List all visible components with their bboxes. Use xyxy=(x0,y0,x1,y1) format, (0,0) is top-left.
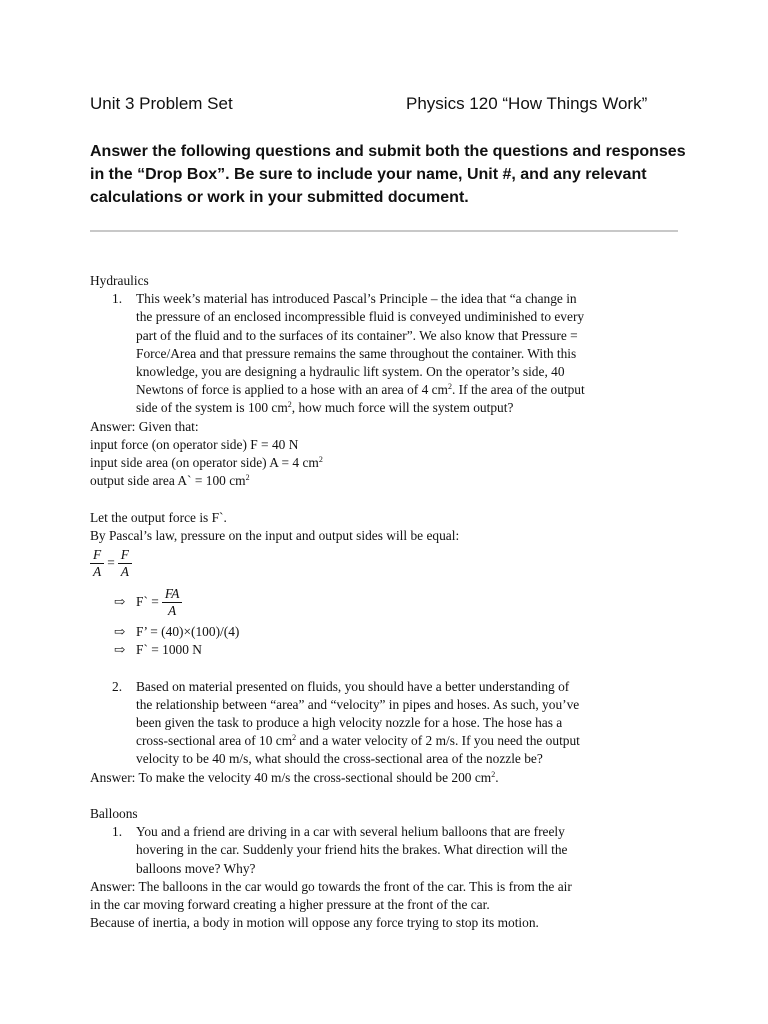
answer-line: Answer: The balloons in the car would go towards the front of the car. This is from the air xyxy=(90,878,572,894)
question-text: . If the area of the output xyxy=(451,382,585,398)
arrow-right-icon: ⇨ xyxy=(114,594,126,610)
answer-text: input side area (on operator side) A = 4 cm xyxy=(90,455,319,471)
question-line: the pressure of an enclosed incompressible fluid is conveyed undiminished to every xyxy=(136,309,585,325)
question-line: the relationship between “area” and “velocity” in pipes and hoses. As such, you’ve xyxy=(136,696,580,712)
solution-step xyxy=(90,623,690,641)
answer-line: input force (on operator side) F = 40 N xyxy=(90,436,299,452)
header-unit-title: Unit 3 Problem Set xyxy=(90,94,233,113)
question-number: 2. xyxy=(112,678,123,694)
answer-line: Let the output force is F`. xyxy=(90,509,227,525)
arrow-right-icon: ⇨ xyxy=(114,642,126,658)
fraction xyxy=(90,547,104,580)
problem-set-body xyxy=(90,272,690,932)
question-number: 1. xyxy=(112,291,123,307)
superscript: 2 xyxy=(447,382,452,392)
question-line: Force/Area and that pressure remains the same throughout the container. With this xyxy=(136,345,577,361)
superscript: 2 xyxy=(491,769,496,779)
question-hydraulics-2 xyxy=(90,678,690,769)
section-title-hydraulics: Hydraulics xyxy=(90,273,149,288)
question-line: been given the task to produce a high velocity nozzle for a hose. The hose has a xyxy=(136,715,563,731)
denominator: A xyxy=(93,563,102,579)
question-text: , how much force will the system output? xyxy=(291,400,514,416)
answer-line: By Pascal’s law, pressure on the input and output sides will be equal: xyxy=(90,527,460,543)
superscript: 2 xyxy=(292,733,297,743)
question-hydraulics-1 xyxy=(90,290,690,417)
instructions xyxy=(90,140,690,209)
instructions-line: Answer the following questions and submit both the questions and responses xyxy=(90,143,686,160)
question-line: hovering in the car. Suddenly your friend hits the brakes. What direction will the xyxy=(136,842,568,858)
instructions-line: calculations or work in your submitted document. xyxy=(90,189,469,206)
question-line: You and a friend are driving in a car with several helium balloons that are freely xyxy=(136,824,565,840)
question-text: cross-sectional area of 10 cm xyxy=(136,733,293,749)
question-line: knowledge, you are designing a hydraulic lift system. On the operator’s side, 40 xyxy=(136,364,565,380)
question-line: velocity to be 40 m/s, what should the cross-sectional area of the nozzle be? xyxy=(136,751,543,767)
numerator: F xyxy=(118,547,132,564)
fraction xyxy=(118,547,132,580)
numerator: FA xyxy=(162,586,183,603)
instructions-line: in the “Drop Box”. Be sure to include your name, Unit #, and any relevant xyxy=(90,166,647,183)
superscript: 2 xyxy=(318,455,323,465)
denominator: A xyxy=(120,563,129,579)
question-line xyxy=(136,732,690,750)
question-line: Based on material presented on fluids, you should have a better understanding of xyxy=(136,678,570,694)
arrow-right-icon: ⇨ xyxy=(114,624,126,640)
question-line: This week’s material has introduced Pascal’s Principle – the idea that “a change in xyxy=(136,291,577,307)
question-text: Newtons of force is applied to a hose with an area of 4 cm xyxy=(136,382,448,398)
section-title-balloons: Balloons xyxy=(90,806,138,822)
denominator: A xyxy=(168,602,177,618)
superscript: 2 xyxy=(287,400,292,410)
header-course-title: Physics 120 “How Things Work” xyxy=(406,94,648,113)
question-text: side of the system is 100 cm xyxy=(136,400,288,416)
step-text: F` = 1000 N xyxy=(136,642,202,658)
horizontal-divider xyxy=(90,230,678,232)
question-line xyxy=(136,399,690,417)
question-line: balloons move? Why? xyxy=(136,860,256,876)
answer-line: in the car moving forward creating a higher pressure at the front of the car. xyxy=(90,897,490,913)
equals-sign: = xyxy=(107,554,115,570)
solution-step xyxy=(90,581,690,623)
fraction xyxy=(162,586,183,619)
answer-text: . xyxy=(495,769,499,785)
question-number: 1. xyxy=(112,824,123,840)
answer-line: Answer: Given that: xyxy=(90,418,199,434)
question-line xyxy=(136,381,690,399)
question-balloons-1 xyxy=(90,823,690,878)
step-text: F’ = (40)×(100)/(4) xyxy=(136,624,240,640)
question-text: and a water velocity of 2 m/s. If you need the output xyxy=(296,733,580,749)
superscript: 2 xyxy=(245,473,250,483)
question-line: part of the fluid and to the surfaces of its container”. We also know that Pressure = xyxy=(136,327,578,343)
answer-text: output side area A` = 100 cm xyxy=(90,473,246,489)
answer-line xyxy=(90,454,690,472)
answer-line xyxy=(90,769,690,787)
solution-step xyxy=(90,641,690,659)
pascal-equation xyxy=(90,545,690,581)
answer-line xyxy=(90,472,690,490)
answer-text: Answer: To make the velocity 40 m/s the cross-sectional should be 200 cm xyxy=(90,769,492,785)
step-text: F` = xyxy=(136,593,159,609)
answer-line: Because of inertia, a body in motion will oppose any force trying to stop its motion. xyxy=(90,915,539,931)
numerator: F xyxy=(90,547,104,564)
